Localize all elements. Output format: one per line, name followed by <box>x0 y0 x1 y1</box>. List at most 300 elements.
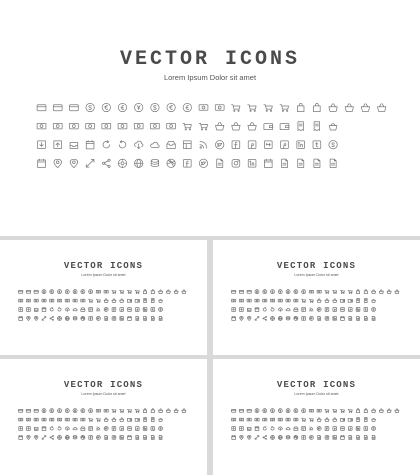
banknote-icon <box>104 409 108 412</box>
icon-grid <box>18 408 189 444</box>
shopping-basket-icon <box>372 409 376 413</box>
shopping-basket-icon <box>317 299 321 303</box>
slide-subtitle: Lorem Ipsum Dolor sit amet <box>81 273 126 277</box>
shopping-cart-icon <box>340 290 344 293</box>
shopping-cart-icon <box>333 409 337 412</box>
wallet-icon <box>340 299 344 302</box>
banknote-icon <box>270 299 274 302</box>
banknote-icon <box>278 418 282 421</box>
calendar-icon <box>232 316 236 320</box>
rss-icon <box>97 308 100 311</box>
shopping-basket-icon <box>377 104 385 112</box>
location-pin-icon <box>70 159 77 167</box>
banknote-icon <box>247 299 251 302</box>
pound-coin-icon <box>183 103 191 111</box>
banknote-icon <box>96 290 100 293</box>
download-icon <box>232 308 236 312</box>
undo-icon <box>271 426 274 430</box>
shopping-basket-icon <box>325 299 329 303</box>
location-pin-icon <box>27 435 31 439</box>
banknote-icon <box>65 299 69 302</box>
yen-coin-icon <box>135 103 143 111</box>
slide-thumbnail[interactable] <box>213 240 420 355</box>
credit-card-icon <box>247 290 251 293</box>
banknote-icon <box>151 123 160 128</box>
calendar-icon <box>38 159 46 167</box>
upload-icon <box>27 308 31 312</box>
wallet-icon <box>280 124 289 130</box>
shopping-cart-icon <box>248 105 256 112</box>
refresh-icon <box>50 307 53 311</box>
slide-main <box>0 0 420 236</box>
credit-card-icon <box>239 290 243 293</box>
shopping-cart-icon <box>112 290 116 293</box>
calendar-icon <box>341 316 345 320</box>
banknote-icon <box>42 418 46 421</box>
linkedin-icon <box>120 436 124 440</box>
linkedin-icon <box>356 427 360 431</box>
credit-card-icon <box>34 409 38 412</box>
shopping-cart-icon <box>89 299 93 302</box>
pound-coin-icon <box>271 290 275 294</box>
location-pin-icon <box>247 435 251 439</box>
skype-icon <box>329 141 337 149</box>
basket-icon <box>159 299 163 302</box>
dribbble-icon <box>81 316 85 320</box>
linkedin-icon <box>333 317 337 321</box>
skype-icon <box>159 307 163 311</box>
credit-card-icon <box>232 290 236 293</box>
googleplus-icon <box>341 308 345 312</box>
pinterest-icon <box>281 141 289 149</box>
facebook-icon <box>89 317 93 321</box>
instagram-icon <box>112 436 116 440</box>
linkedin-icon <box>143 427 147 431</box>
dollar-coin-icon <box>255 290 259 294</box>
cloud-download-icon <box>278 308 282 312</box>
yen-coin-icon <box>65 290 69 294</box>
inbox-icon <box>247 427 251 430</box>
dollar-coin-icon <box>286 290 290 294</box>
credit-card-icon <box>239 409 243 412</box>
linkedin-icon <box>143 308 147 312</box>
shopping-cart-icon <box>89 418 93 421</box>
banknote-icon <box>167 123 176 128</box>
shopping-basket-icon <box>112 299 116 303</box>
linkedin-icon <box>297 141 305 149</box>
cloud-icon <box>286 427 290 429</box>
linkedin-icon <box>356 308 360 312</box>
drawer-icon <box>294 308 298 311</box>
dribbble-icon <box>294 435 298 439</box>
globe-icon <box>65 316 69 320</box>
document-icon <box>349 435 352 439</box>
share-icon <box>50 316 54 320</box>
rss-icon <box>310 308 313 311</box>
receipt-icon <box>144 417 147 421</box>
skype-icon <box>159 426 163 430</box>
globe-icon <box>135 159 143 167</box>
document-icon <box>151 435 154 439</box>
banknote-icon <box>199 105 208 110</box>
googleplus-icon <box>128 427 132 431</box>
pound-coin-icon <box>302 290 306 294</box>
share-icon <box>263 435 267 439</box>
pound-coin-icon <box>89 290 93 294</box>
facebook-icon <box>232 141 240 149</box>
receipt-icon <box>357 298 360 302</box>
banknote-icon <box>65 418 69 421</box>
shopping-cart-icon <box>199 123 207 130</box>
euro-coin-icon <box>263 290 267 294</box>
slide-subtitle: Lorem Ipsum Dolor sit amet <box>163 73 257 82</box>
upload-icon <box>27 427 31 431</box>
pound-coin-icon <box>118 103 126 111</box>
wallet-icon <box>264 124 273 130</box>
shopping-cart-icon <box>127 290 131 293</box>
dollar-coin-icon <box>86 103 94 111</box>
slide-subtitle: Lorem Ipsum Dolor sit amet <box>294 392 339 396</box>
twitter-icon <box>317 426 321 430</box>
banknote-icon <box>232 418 236 421</box>
banknote-icon <box>96 409 100 412</box>
location-pin-icon <box>247 316 251 320</box>
icon-grid <box>231 408 402 444</box>
settings-icon <box>58 435 62 439</box>
twitter-icon <box>96 316 100 320</box>
expand-icon <box>42 436 46 440</box>
banknote-icon <box>57 299 61 302</box>
calendar-icon <box>255 426 259 430</box>
calendar-icon <box>128 316 132 320</box>
upload-icon <box>240 308 244 312</box>
banknote-icon <box>309 290 313 293</box>
shopping-bag-icon <box>143 290 146 294</box>
euro-coin-icon <box>294 290 298 294</box>
credit-card-icon <box>34 290 38 293</box>
refresh-icon <box>263 426 266 430</box>
googleplus-icon <box>128 308 132 312</box>
euro-coin-icon <box>102 103 110 111</box>
settings-icon <box>118 159 126 167</box>
icon-grid-svg <box>36 102 392 176</box>
shopping-cart-icon <box>231 105 239 112</box>
shopping-basket-icon <box>387 290 391 294</box>
slide-thumbnail[interactable] <box>213 359 420 475</box>
credit-card-icon <box>247 409 251 412</box>
location-pin-icon <box>34 316 38 320</box>
tumblr-icon <box>151 427 155 431</box>
credit-card-icon <box>19 290 23 293</box>
icon-grid <box>18 289 189 325</box>
shopping-basket-icon <box>159 409 163 413</box>
facebook-icon <box>112 308 116 312</box>
expand-icon <box>42 317 46 321</box>
tumblr-icon <box>364 427 368 431</box>
shopping-basket-icon <box>387 409 391 413</box>
shopping-cart-icon <box>325 290 329 293</box>
pound-coin-icon <box>302 409 306 413</box>
shopping-basket-icon <box>166 409 170 413</box>
dollar-coin-icon <box>255 409 259 413</box>
shopping-basket-icon <box>112 418 116 422</box>
credit-card-icon <box>70 105 79 111</box>
shopping-bag-icon <box>143 409 146 413</box>
facebook-icon <box>302 317 306 321</box>
dollar-coin-icon <box>42 290 46 294</box>
banknote-icon <box>81 299 85 302</box>
undo-icon <box>271 307 274 311</box>
stack-icon <box>151 160 158 167</box>
facebook-icon <box>325 308 329 312</box>
icon-grid-svg <box>231 408 402 444</box>
inbox-icon <box>247 308 251 311</box>
linkedin-icon <box>248 159 256 167</box>
slide-title: VECTOR ICONS <box>276 261 357 271</box>
wallet-icon <box>348 418 352 421</box>
shopping-cart-icon <box>348 290 352 293</box>
location-pin-icon <box>240 435 244 439</box>
shopping-basket-icon <box>379 409 383 413</box>
drawer-icon <box>81 427 85 430</box>
pinterest-icon <box>120 427 124 431</box>
credit-card-icon <box>53 105 62 111</box>
shopping-cart-icon <box>340 409 344 412</box>
calendar-icon <box>232 435 236 439</box>
basket-icon <box>372 299 376 302</box>
document-icon <box>364 435 367 439</box>
dollar-coin-icon <box>73 290 77 294</box>
receipt-icon <box>298 122 303 131</box>
banknote-icon <box>70 123 79 128</box>
shopping-bag-icon <box>151 290 154 294</box>
shopping-basket-icon <box>120 299 124 303</box>
wallet-icon <box>135 299 139 302</box>
undo-icon <box>58 426 61 430</box>
settings-icon <box>58 316 62 320</box>
receipt-icon <box>151 417 154 421</box>
euro-coin-icon <box>263 409 267 413</box>
shopping-basket-icon <box>232 122 240 130</box>
document-icon <box>105 316 108 320</box>
banknote-icon <box>215 105 224 110</box>
pinterest-icon <box>348 308 352 312</box>
slide-subtitle: Lorem Ipsum Dolor sit amet <box>294 273 339 277</box>
rss-icon <box>200 142 207 149</box>
pound-coin-icon <box>58 290 62 294</box>
stack-icon <box>286 317 290 320</box>
calendar-icon <box>86 141 94 149</box>
icon-grid-svg <box>231 289 402 325</box>
drawer-icon <box>167 141 175 148</box>
banknote-icon <box>19 418 23 421</box>
banknote-icon <box>53 123 62 128</box>
banknote-icon <box>255 418 259 421</box>
twitter-icon <box>104 307 108 311</box>
inbox-icon <box>34 308 38 311</box>
cloud-download-icon <box>65 308 69 312</box>
document-icon <box>136 435 139 439</box>
shopping-basket-icon <box>182 290 186 294</box>
linkedin-icon <box>120 317 124 321</box>
pinterest-icon <box>135 427 139 431</box>
shopping-bag-icon <box>364 409 367 413</box>
shopping-basket-icon <box>372 290 376 294</box>
location-pin-icon <box>54 159 61 167</box>
slide-thumbnail[interactable] <box>0 359 207 475</box>
refresh-icon <box>263 307 266 311</box>
shopping-basket-icon <box>333 299 337 303</box>
receipt-icon <box>314 122 319 131</box>
shopping-basket-icon <box>379 290 383 294</box>
twitter-icon <box>199 159 207 167</box>
shopping-cart-icon <box>96 299 100 302</box>
download-icon <box>19 427 23 431</box>
banknote-icon <box>42 299 46 302</box>
layout-icon <box>89 308 93 312</box>
shopping-cart-icon <box>309 418 313 421</box>
banknote-icon <box>34 299 38 302</box>
pound-coin-icon <box>89 409 93 413</box>
layout-icon <box>183 141 191 149</box>
dollar-coin-icon <box>151 103 159 111</box>
receipt-icon <box>364 298 367 302</box>
calendar-icon <box>19 316 23 320</box>
drawer-icon <box>294 427 298 430</box>
banknote-icon <box>239 418 243 421</box>
pinterest-icon <box>248 141 256 149</box>
euro-coin-icon <box>167 103 175 111</box>
shopping-cart-icon <box>302 299 306 302</box>
drawer-icon <box>81 308 85 311</box>
pound-coin-icon <box>58 409 62 413</box>
shopping-basket-icon <box>345 104 353 112</box>
document-icon <box>314 159 320 167</box>
shopping-cart-icon <box>127 409 131 412</box>
shopping-bag-icon <box>356 409 359 413</box>
document-icon <box>298 159 304 167</box>
stack-icon <box>73 317 77 320</box>
cloud-download-icon <box>134 141 143 148</box>
upload-icon <box>240 427 244 431</box>
wallet-icon <box>135 418 139 421</box>
expand-icon <box>86 159 94 167</box>
twitter-icon <box>216 141 224 149</box>
banknote-icon <box>102 123 111 128</box>
pinterest-icon <box>120 308 124 312</box>
document-icon <box>364 316 367 320</box>
expand-icon <box>255 436 259 440</box>
instagram-icon <box>325 317 329 321</box>
shopping-basket-icon <box>325 418 329 422</box>
pinterest-icon <box>333 308 337 312</box>
banknote-icon <box>104 290 108 293</box>
euro-coin-icon <box>81 290 85 294</box>
shopping-cart-icon <box>302 418 306 421</box>
credit-card-icon <box>26 290 30 293</box>
banknote-icon <box>57 418 61 421</box>
layout-icon <box>89 427 93 431</box>
banknote-icon <box>73 418 77 421</box>
share-icon <box>263 316 267 320</box>
basket-icon <box>329 124 337 130</box>
tumblr-icon <box>364 308 368 312</box>
shopping-bag-icon <box>356 290 359 294</box>
banknote-icon <box>286 299 290 302</box>
banknote-icon <box>232 299 236 302</box>
cloud-icon <box>73 427 77 429</box>
banknote-icon <box>19 299 23 302</box>
banknote-icon <box>26 299 30 302</box>
shopping-bag-icon <box>151 409 154 413</box>
shopping-basket-icon <box>395 409 399 413</box>
document-icon <box>318 316 321 320</box>
document-icon <box>372 316 375 320</box>
cloud-icon <box>151 142 160 147</box>
instagram-icon <box>325 436 329 440</box>
basket-icon <box>159 418 163 421</box>
wallet-icon <box>340 418 344 421</box>
document-icon <box>105 435 108 439</box>
wallet-icon <box>127 299 131 302</box>
slide-title: VECTOR ICONS <box>63 380 144 390</box>
facebook-icon <box>183 159 191 167</box>
banknote-icon <box>37 123 46 128</box>
cloud-download-icon <box>65 427 69 431</box>
document-icon <box>372 435 375 439</box>
slide-thumbnail[interactable] <box>0 240 207 355</box>
icon-grid <box>36 102 392 176</box>
receipt-icon <box>144 298 147 302</box>
banknote-icon <box>50 299 54 302</box>
calendar-icon <box>255 307 259 311</box>
document-icon <box>144 316 147 320</box>
expand-icon <box>255 317 259 321</box>
dollar-coin-icon <box>73 409 77 413</box>
wallet-icon <box>127 418 131 421</box>
shopping-cart-icon <box>135 409 139 412</box>
twitter-icon <box>96 435 100 439</box>
shopping-bag-icon <box>297 103 304 111</box>
document-icon <box>357 316 360 320</box>
slide-title: VECTOR ICONS <box>63 261 144 271</box>
banknote-icon <box>247 418 251 421</box>
shopping-cart-icon <box>112 409 116 412</box>
yen-coin-icon <box>65 409 69 413</box>
download-icon <box>38 141 46 149</box>
shopping-bag-icon <box>364 290 367 294</box>
credit-card-icon <box>232 409 236 412</box>
banknote-icon <box>309 409 313 412</box>
calendar-icon <box>42 307 46 311</box>
cloud-icon <box>286 308 290 310</box>
document-icon <box>282 159 288 167</box>
banknote-icon <box>73 299 77 302</box>
shopping-bag-icon <box>314 103 321 111</box>
shopping-basket-icon <box>174 290 178 294</box>
icon-grid-svg <box>18 289 189 325</box>
banknote-icon <box>50 418 54 421</box>
calendar-icon <box>19 435 23 439</box>
document-icon <box>357 435 360 439</box>
skype-icon <box>372 307 376 311</box>
googleplus-icon <box>341 427 345 431</box>
document-icon <box>217 159 223 167</box>
inbox-icon <box>70 142 78 148</box>
shopping-basket-icon <box>361 104 369 112</box>
shopping-basket-icon <box>174 409 178 413</box>
shopping-basket-icon <box>104 418 108 422</box>
